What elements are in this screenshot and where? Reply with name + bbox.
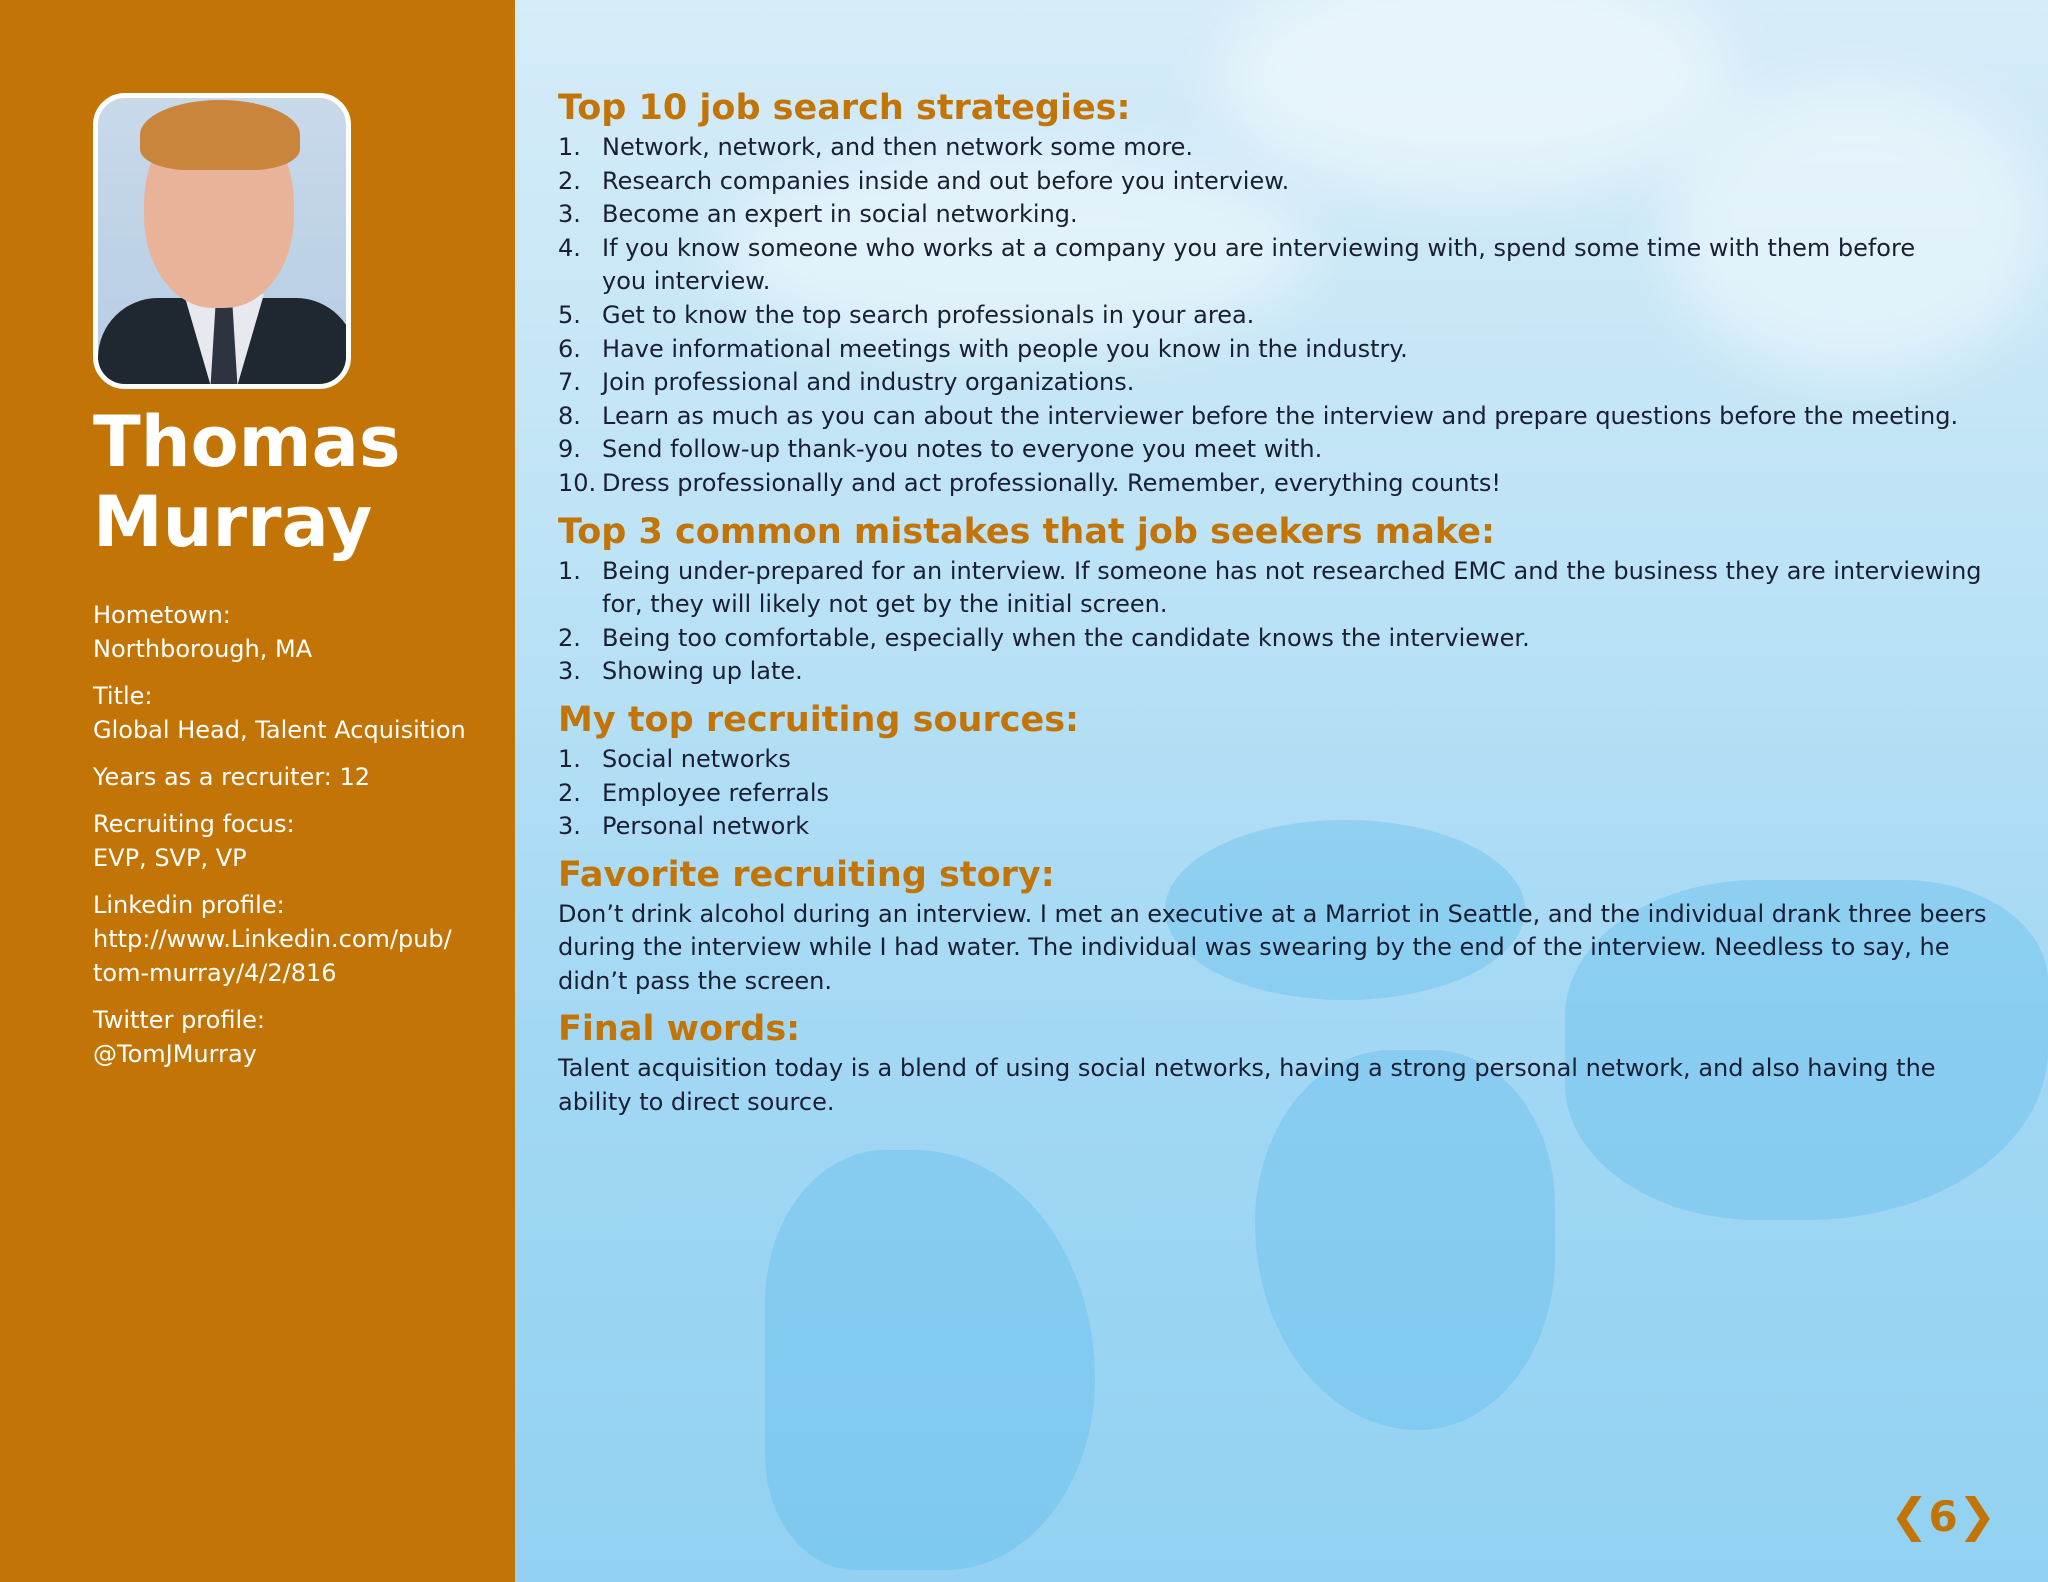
list-item: 1. Social networks [558, 744, 791, 773]
hometown-label: Hometown: [93, 601, 231, 629]
profile-sidebar [0, 0, 515, 1582]
story-heading: Favorite recruiting story: [558, 854, 1055, 895]
profile-photo [93, 93, 351, 389]
page-number [1890, 1490, 1996, 1542]
list-item: 6. Have informational meetings with people you know in the industry. [558, 334, 1408, 363]
final-text: Talent acquisition today is a blend of using social networks, having a strong personal network, and also having the ability to direct source. [558, 1054, 1936, 1117]
twitter-handle[interactable]: @TomJMurray [93, 1040, 257, 1068]
linkedin-label: Linkedin profile: [93, 891, 285, 919]
map-continent-south-america [765, 1150, 1095, 1570]
focus-value: EVP, SVP, VP [93, 844, 247, 872]
title-value: Global Head, Talent Acquisition [93, 716, 466, 744]
title-label: Title: [93, 682, 153, 710]
main-panel [515, 0, 2048, 1582]
list-item: 2. Employee referrals [558, 778, 830, 807]
list-item: 3. Personal network [558, 812, 810, 841]
chevron-left-icon[interactable]: ❮ [1890, 1488, 1929, 1542]
chevron-right-icon[interactable]: ❯ [1957, 1488, 1997, 1542]
last-name: Murray [93, 481, 373, 563]
list-item: 5. Get to know the top search professionals in your area. [558, 300, 1255, 329]
profile-info [93, 598, 503, 1084]
list-item: 10. Dress professionally and act professionally. Remember, everything counts! [558, 468, 1502, 497]
list-item: 3. Become an expert in social networking. [558, 200, 1078, 229]
mistakes-list [558, 555, 1998, 689]
profile-name [93, 402, 401, 562]
list-item: 1. Being under-prepared for an interview. If someone has not researched EMC and the business they are interviewing for, they will likely not get by the initial screen. [558, 556, 1982, 619]
focus-item [93, 807, 503, 875]
years-item [93, 760, 503, 794]
first-name: Thomas [93, 401, 401, 483]
strategies-list [558, 131, 1998, 501]
list-item: 4. If you know someone who works at a company you are interviewing with, spend some time with them before you interview. [558, 233, 1916, 296]
title-item [93, 679, 503, 747]
mistakes-heading: Top 3 common mistakes that job seekers make: [558, 511, 1495, 552]
list-item: 3. Showing up late. [558, 657, 803, 686]
list-item: 1. Network, network, and then network some more. [558, 133, 1194, 161]
list-item: 7. Join professional and industry organizations. [558, 368, 1135, 397]
list-item: 9. Send follow-up thank-you notes to everyone you meet with. [558, 435, 1323, 464]
focus-label: Recruiting focus: [93, 810, 295, 838]
final-heading: Final words: [558, 1009, 801, 1050]
linkedin-link-line2[interactable]: tom-murray/4/2/816 [93, 959, 337, 987]
twitter-label: Twitter profile: [93, 1006, 265, 1034]
sources-heading: My top recruiting sources: [558, 699, 1080, 740]
article-content [558, 85, 1998, 1128]
linkedin-link-line1[interactable]: http://www.Linkedin.com/pub/ [93, 925, 452, 953]
story-text: Don’t drink alcohol during an interview. I met an executive at a Marriot in Seattle, and the individual drank three beers during the interview while I had water. The individual was swearing by the end of the interview. Needless to say, he didn’t pass the screen. [558, 899, 1987, 995]
hometown-value: Northborough, MA [93, 635, 313, 663]
page-number-value: 6 [1928, 1492, 1958, 1541]
years-label: Years as a recruiter: [93, 763, 332, 791]
linkedin-item [93, 888, 503, 990]
list-item: 2. Research companies inside and out before you interview. [558, 166, 1290, 195]
sources-list [558, 743, 1998, 844]
twitter-item [93, 1003, 503, 1071]
hometown-item [93, 598, 503, 666]
list-item: 2. Being too comfortable, especially when the candidate knows the interviewer. [558, 623, 1530, 652]
strategies-heading: Top 10 job search strategies: [558, 88, 1131, 128]
years-value: 12 [339, 763, 371, 791]
list-item: 8. Learn as much as you can about the interviewer before the interview and prepare questions before the meeting. [558, 401, 1959, 430]
